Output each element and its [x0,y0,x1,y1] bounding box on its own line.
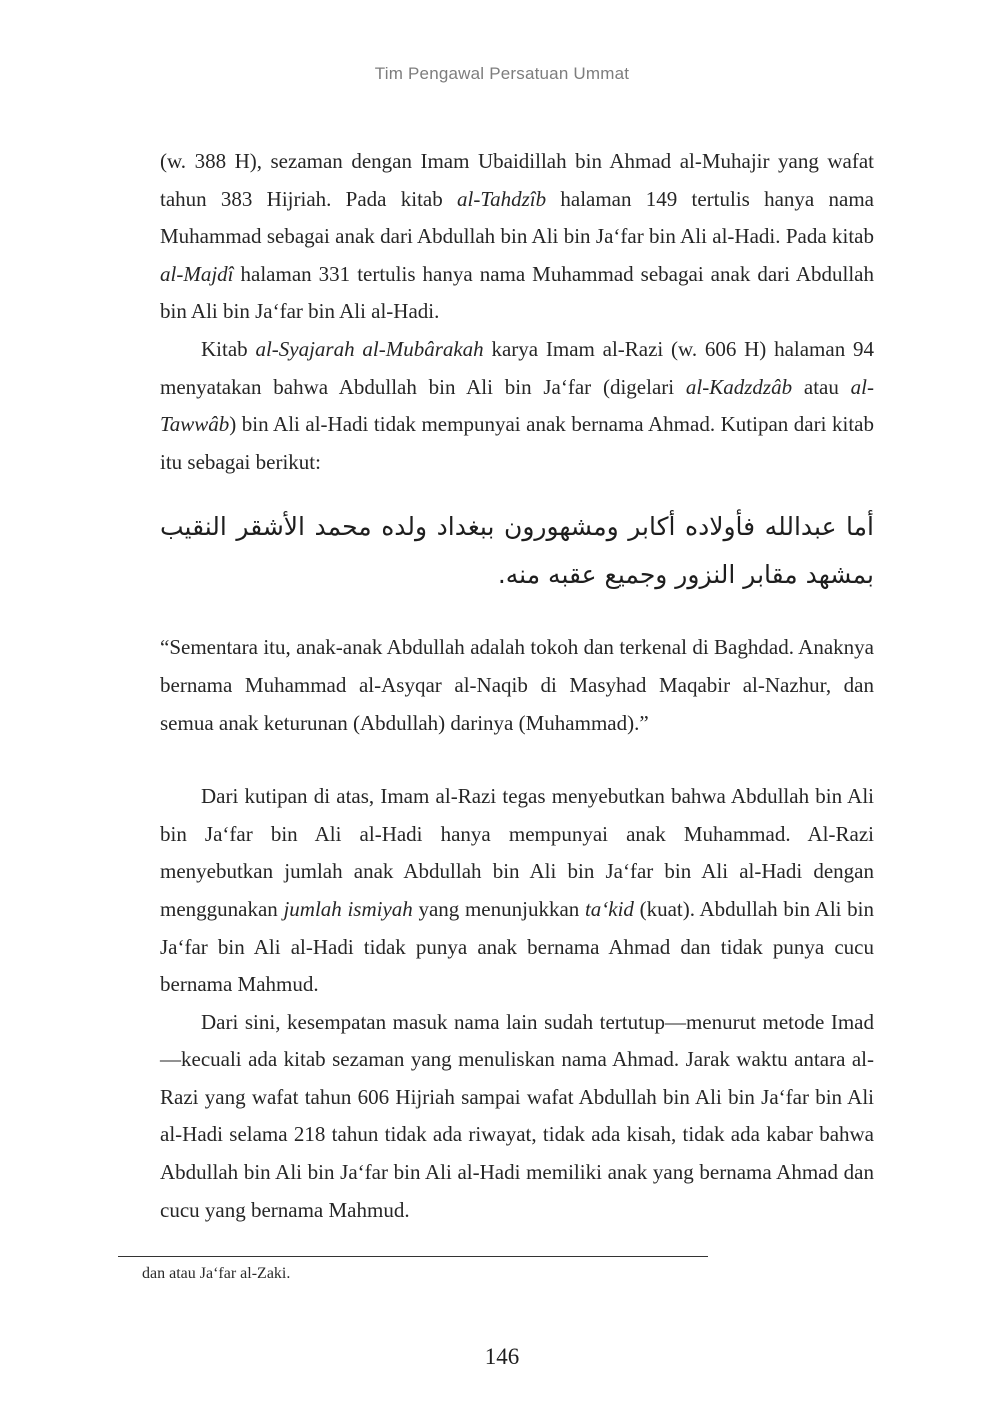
arabic-quotation: أما عبدالله فأولاده أكابر ومشهورون ببغداد ولده محمد الأشقر النقيب بمشهد مقابر النزور وجميع عقبه منه. [160,512,874,590]
epithet-italic: al-Kadzdzâb [685,374,793,399]
page-number: 146 [484,1344,520,1369]
term-italic: ta‘kid [584,896,634,921]
text-run: (kuat). Abdullah bin Ali bin Ja‘far bin Ali al-Hadi tidak punya anak bernama Ahmad dan tidak punya cucu bernama Mahmud. [160,896,875,997]
book-title-italic: al-Syajarah al-Mubârakah [255,336,484,361]
text-run: yang menunjukkan [412,896,585,921]
paragraph-3 [160,778,874,1004]
text-run: ) bin Ali al-Hadi tidak mempunyai anak bernama Ahmad. Kutipan dari kitab itu sebagai berikut: [160,412,874,474]
book-title-italic: al-Tahdzîb [457,186,547,211]
paragraph-1 [160,143,874,331]
footnote-divider [118,1256,708,1257]
paragraph-2 [160,331,874,481]
text-run: Dari kutipan di atas, Imam al-Razi tegas menyebutkan bahwa Abdullah bin Ali bin Ja‘far bin Ali al-Hadi hanya mempunyai anak Muhammad. Al-Razi menyebutkan jumlah anak Abdullah bin Ali bin Ja‘far bin Ali al-Hadi dengan menggunakan [160,784,874,921]
text-run: Kitab [201,336,256,361]
main-body-text [160,143,874,1229]
paragraph-4: Dari sini, kesempatan masuk nama lain sudah tertutup—menurut metode Imad—kecuali ada kitab sezaman yang menuliskan nama Ahmad. Jarak waktu antara al-Razi yang wafat tahun 606 Hijriah sampai wafat Abdullah bin Ali bin Ja‘far bin Ali al-Hadi selama 218 tahun tidak ada riwayat, tidak ada kisah, tidak ada kabar bahwa Abdullah bin Ali bin Ja‘far bin Ali al-Hadi memiliki anak yang bernama Ahmad dan cucu yang bernama Mahmud. [160,1009,874,1222]
text-run: halaman 149 tertulis hanya nama Muhammad sebagai anak dari Abdullah bin Ali bin Ja‘far bin Ali al-Hadi. Pada kitab [160,186,874,249]
book-title-italic: al-Majdî [160,261,234,286]
text-run: (w. 388 H), sezaman dengan Imam Ubaidillah bin Ahmad al-Muhajir yang wafat tahun 383 Hijriah. Pada kitab [160,149,874,211]
term-italic: jumlah ismiyah [283,896,413,921]
epithet-italic: al-Tawwâb [160,374,874,437]
footnote-text: dan atau Ja‘far al-Zaki. [142,1265,291,1282]
quotation-translation: “Sementara itu, anak-anak Abdullah adalah tokoh dan terkenal di Baghdad. Anaknya bernama Muhammad al-Asyqar al-Naqib di Masyhad Maqabir al-Nazhur, dan semua anak keturunan (Abdullah) darinya (Muhammad).” [160,635,874,735]
text-run: atau [792,374,851,399]
running-header-title: Tim Pengawal Persatuan Ummat [374,64,630,83]
text-run: halaman 331 tertulis hanya nama Muhammad sebagai anak dari Abdullah bin Ali bin Ja‘far bin Ali al-Hadi. [160,261,874,324]
text-run: karya Imam al-Razi (w. 606 H) halaman 94 menyatakan bahwa Abdullah bin Ali bin Ja‘far (digelari [160,336,874,399]
